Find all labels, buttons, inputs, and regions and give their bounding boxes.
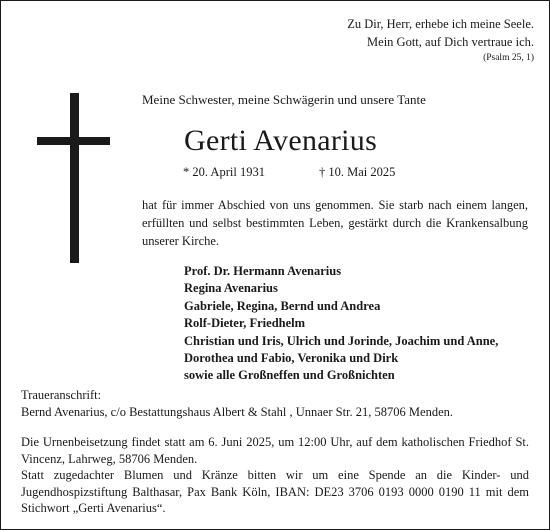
mourning-address: Bernd Avenarius, c/o Bestattungshaus Albert & Stahl , Unnaer Str. 21, 58706 Menden. [21,405,454,419]
address-heading: Traueranschrift: [21,388,102,402]
psalm-quote [347,15,534,65]
mourner-line: Regina Avenarius [184,281,278,296]
mourner-line: Christian und Iris, Ulrich und Jorinde, Joachim und Anne, [184,333,499,348]
mourner-line: Rolf-Dieter, Friedhelm [184,316,306,331]
psalm-reference: (Psalm 25, 1) [483,53,534,63]
farewell-message: hat für immer Abschied von uns genommen. Sie starb nach einem langen, erfüllten und selbst bestimmten Leben, gestärkt durch die Krankensalbung unserer Kirche. [142,198,528,248]
mourner-line: sowie alle Großneffen und Großnichten [184,368,395,383]
mourner-line: Prof. Dr. Hermann Avenarius [184,264,342,278]
intro-line: Meine Schwester, meine Schwägerin und unsere Tante [142,92,426,107]
deceased-name: Gerti Avenarius [184,124,378,157]
birth-date: * 20. April 1931 [183,165,265,179]
psalm-line-2: Mein Gott, auf Dich vertraue ich. [367,35,534,49]
donation-request: Statt zugedachter Blumen und Kränze bitten wir um eine Spende an die Kinder- und Jugendhospizstiftung Balthasar, Pax Bank Köln, IBAN: DE23 3706 0193 0000 0190 11 mit dem Stichwort „Gerti Avenarius“. [21,468,529,515]
death-date: † 10. Mai 2025 [319,165,396,179]
mourner-line: Gabriele, Regina, Bernd und Andrea [184,298,381,313]
mourner-line: Dorothea und Fabio, Veronika und Dirk [184,351,399,366]
burial-info: Die Urnenbeisetzung findet statt am 6. Juni 2025, um 12:00 Uhr, auf dem katholischen Friedhof St. Vincenz, Lahrweg, 58706 Menden. [21,435,529,466]
psalm-line-1: Zu Dir, Herr, erhebe ich meine Seele. [347,17,534,31]
mourners-list [184,263,498,385]
cross-vertical-bar [70,93,79,263]
cross-horizontal-bar [37,137,110,145]
